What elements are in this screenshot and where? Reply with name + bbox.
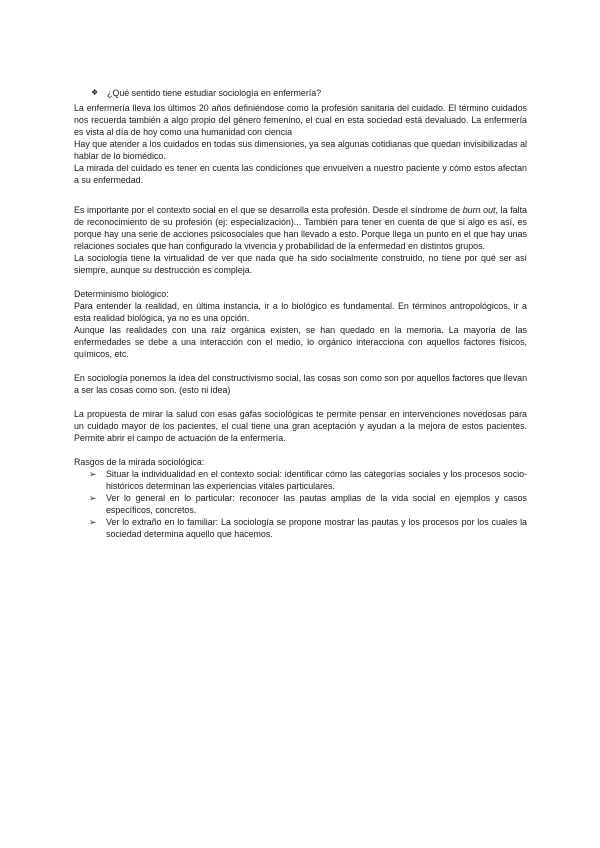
- list-item-text: Ver lo extraño en lo familiar: La sociología se propone mostrar las pautas y los procesos por los cuales la sociedad determina aquello que hacemos.: [106, 517, 527, 539]
- paragraph: La mirada del cuidado es tener en cuenta las condiciones que envuelven a nuestro paciente y cómo estos afectan a su enfermedad.: [74, 163, 527, 185]
- paragraph: Hay que atender a los cuidados en todas sus dimensiones, ya sea algunas cotidianas que quedan invisibilizadas al hablar de lo biomédico.: [74, 139, 527, 161]
- section-heading: Determinismo biológico:: [74, 289, 169, 299]
- paragraph: La propuesta de mirar la salud con esas gafas sociológicas te permite pensar en intervenciones novedosas para un cuidado mayor de los pacientes, el cual tiene una gran aceptación y ayudan a la mejora de estos pacientes. Permite abrir el campo de actuación de la enfermería.: [74, 409, 527, 443]
- spacer: [74, 186, 527, 204]
- paragraph: Aunque las realidades con una raíz orgánica existen, se han quedado en la memoria. La mayoría de las enfermedades se debe a una interacción con el medio, lo orgánico interacciona con aquellos factores físicos, químicos, etc.: [74, 325, 527, 359]
- arrow-bullet-icon: ➢: [89, 493, 97, 503]
- list-item-text: Ver lo general en lo particular: reconocer las pautas amplias de la vida social en ejemplos y casos específicos, concretos.: [106, 493, 527, 515]
- list-item: [74, 492, 527, 516]
- text-run: , la falta de reconocimiento de su profesión (ej: especialización)... También para tener en cuenta de que si algo es así, es porque hay una serie de acciones psicosociales que han llevado a esto. Porque llega un punto en el que hay unas relaciones sociales que han configurado la vivencia y probabilidad de la enfermedad en distintos grupos.: [74, 205, 527, 251]
- paragraph: En sociología ponemos la idea del constructivismo social, las cosas son como son por aquellos factores que llevan a ser las cosas como son. (esto ni idea): [74, 373, 527, 395]
- list-item: [74, 468, 527, 492]
- paragraph: [74, 204, 527, 252]
- diamond-bullet-icon: ❖: [91, 88, 99, 97]
- paragraph: La sociología tiene la virtualidad de ver que nada que ha sido socialmente construido, no tiene por qué ser así siempre, aunque su destrucción es compleja.: [74, 253, 527, 275]
- italic-term: burn out: [462, 205, 496, 215]
- arrow-bullet-icon: ➢: [89, 517, 97, 527]
- feature-list: [74, 468, 527, 540]
- question-text: ¿Qué sentido tiene estudiar sociología en enfermería?: [107, 88, 322, 98]
- list-item: [74, 516, 527, 540]
- spacer: [74, 276, 527, 288]
- arrow-bullet-icon: ➢: [89, 469, 97, 479]
- list-item-text: Situar la individualidad en el contexto social: identificar cómo las categorías sociales y los procesos socio-históricos determinan las experiencias vitales particulares.: [106, 469, 527, 491]
- question-heading: [74, 87, 527, 99]
- paragraph: La enfermería lleva los últimos 20 años definiéndose como la profesión sanitaria del cuidado. El término cuidados nos recuerda también a algo propio del género femenino, el cual en esta sociedad está devaluado. La enfermería es vista al día de hoy como una humanidad con ciencia: [74, 103, 527, 137]
- document-body: [74, 87, 527, 540]
- paragraph: Para entender la realidad, en última instancia, ir a lo biológico es fundamental. En términos antropológicos, ir a esta realidad biológica, ya no es una opción.: [74, 301, 527, 323]
- section-heading: Rasgos de la mirada sociológica:: [74, 457, 205, 467]
- spacer: [74, 360, 527, 372]
- spacer: [74, 396, 527, 408]
- text-run: Es importante por el contexto social en el que se desarrolla esta profesión. Desde el síndrome de: [74, 205, 463, 215]
- spacer: [74, 444, 527, 456]
